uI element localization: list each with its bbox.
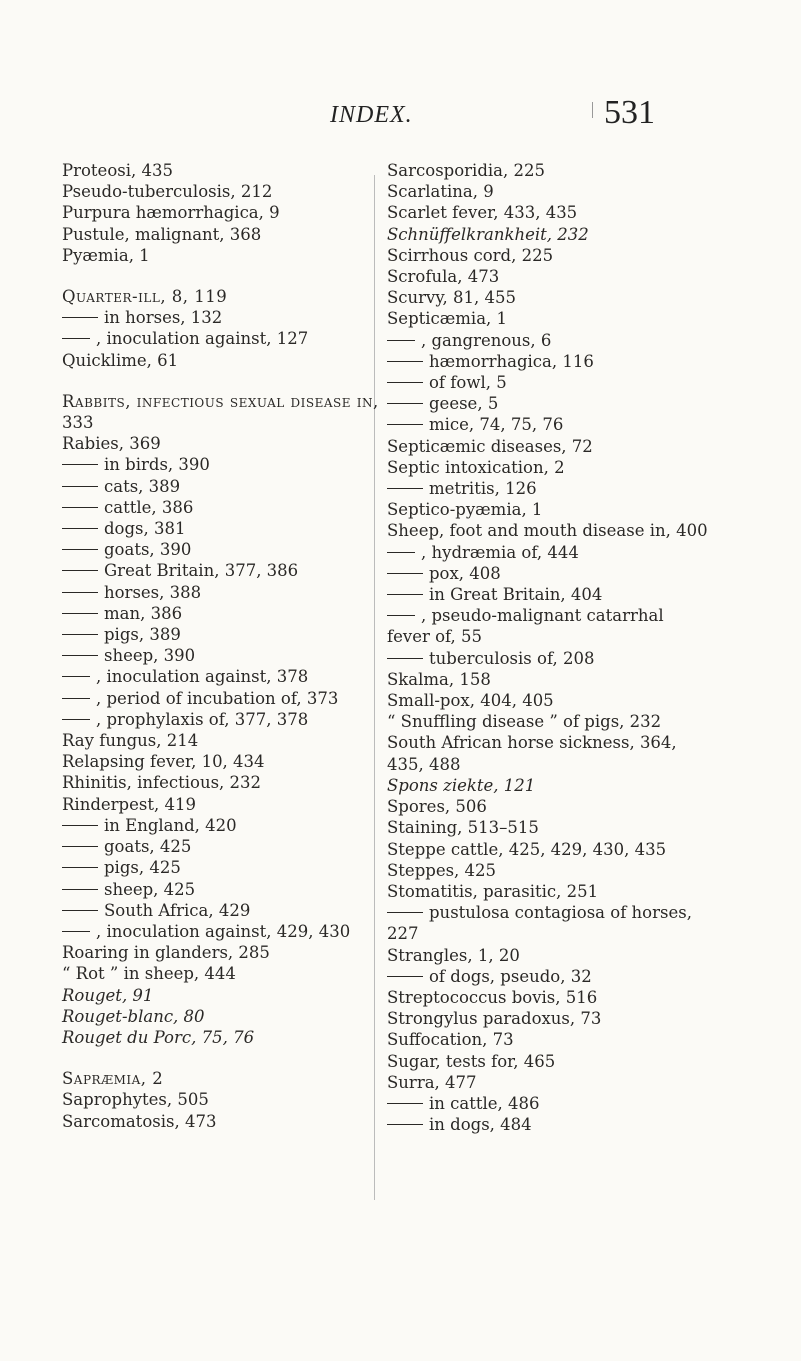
index-subentry bbox=[62, 900, 442, 921]
repeat-dash bbox=[387, 1103, 423, 1104]
entry-text: Small-pox, 404, 405 bbox=[387, 691, 554, 711]
entry-text: Septico-pyæmia, 1 bbox=[387, 500, 543, 520]
entry-text: “ Rot ” in sheep, 444 bbox=[62, 964, 236, 984]
index-subentry bbox=[62, 709, 442, 730]
entry-text: , prophylaxis of, 377, 378 bbox=[96, 709, 309, 729]
index-subentry bbox=[387, 648, 747, 669]
repeat-dash bbox=[62, 889, 98, 890]
index-entry bbox=[387, 669, 747, 690]
index-subentry bbox=[62, 307, 442, 328]
entry-text: cats, 389 bbox=[104, 476, 181, 496]
entry-text: mice, 74, 75, 76 bbox=[429, 415, 564, 435]
section-gap bbox=[62, 371, 442, 391]
index-subentry bbox=[387, 414, 747, 435]
repeat-dash bbox=[62, 719, 90, 720]
entry-text: Sheep, foot and mouth disease in, 400 bbox=[387, 521, 708, 541]
entry-text: South African horse sickness, 364, bbox=[387, 733, 677, 753]
index-entry bbox=[62, 433, 442, 454]
repeat-dash bbox=[62, 931, 90, 932]
index-entry bbox=[62, 1089, 442, 1110]
index-entry bbox=[387, 266, 747, 287]
repeat-dash bbox=[62, 592, 98, 593]
entry-text: Rinderpest, 419 bbox=[62, 794, 196, 814]
index-subentry bbox=[62, 815, 442, 836]
index-subentry bbox=[62, 603, 442, 624]
entry-text: Rabbits, infectious sexual disease in, bbox=[62, 391, 379, 411]
entry-text: cattle, 386 bbox=[104, 497, 194, 517]
repeat-dash bbox=[387, 424, 423, 425]
index-subentry bbox=[62, 921, 442, 942]
index-subentry bbox=[62, 624, 442, 645]
index-entry-continuation bbox=[62, 412, 442, 433]
entry-text: hæmorrhagica, 116 bbox=[429, 351, 594, 371]
entry-text: Suffocation, 73 bbox=[387, 1030, 514, 1050]
index-subentry bbox=[387, 605, 747, 626]
index-column-right bbox=[387, 160, 747, 1135]
repeat-dash bbox=[62, 825, 98, 826]
index-entry bbox=[387, 436, 747, 457]
entry-text: , gangrenous, 6 bbox=[421, 330, 552, 350]
entry-text: goats, 390 bbox=[104, 540, 192, 560]
entry-text: Scrofula, 473 bbox=[387, 267, 500, 287]
entry-text: Quarter-ill, 8, 119 bbox=[62, 287, 228, 307]
index-entry bbox=[387, 839, 747, 860]
index-subentry bbox=[62, 497, 442, 518]
index-entry bbox=[387, 1072, 747, 1093]
repeat-dash bbox=[62, 338, 90, 339]
entry-text: Skalma, 158 bbox=[387, 669, 491, 689]
index-subentry bbox=[387, 372, 747, 393]
repeat-dash bbox=[62, 867, 98, 868]
repeat-dash bbox=[387, 976, 423, 977]
entry-text: Streptococcus bovis, 516 bbox=[387, 987, 598, 1007]
entry-text: Purpura hæmorrhagica, 9 bbox=[62, 203, 280, 223]
index-subentry bbox=[62, 328, 442, 349]
repeat-dash bbox=[387, 573, 423, 574]
entry-text: man, 386 bbox=[104, 603, 183, 623]
index-entry bbox=[387, 817, 747, 838]
index-subentry bbox=[387, 393, 747, 414]
entry-text: “ Snuffling disease ” of pigs, 232 bbox=[387, 712, 662, 732]
index-entry bbox=[62, 224, 442, 245]
entry-text: sheep, 390 bbox=[104, 646, 196, 666]
repeat-dash bbox=[387, 594, 423, 595]
repeat-dash bbox=[387, 340, 415, 341]
entry-text: Sarcomatosis, 473 bbox=[62, 1111, 217, 1131]
repeat-dash bbox=[62, 528, 98, 529]
entry-text: Steppe cattle, 425, 429, 430, 435 bbox=[387, 839, 667, 859]
entry-text: Strangles, 1, 20 bbox=[387, 945, 520, 965]
section-gap bbox=[62, 266, 442, 286]
index-entry bbox=[62, 730, 442, 751]
index-entry bbox=[387, 732, 747, 753]
index-subentry bbox=[62, 476, 442, 497]
entry-text: Rouget, 91 bbox=[62, 985, 154, 1005]
index-entry bbox=[62, 202, 442, 223]
entry-text: sheep, 425 bbox=[104, 879, 196, 899]
entry-text: in dogs, 484 bbox=[429, 1115, 532, 1135]
repeat-dash bbox=[387, 488, 423, 489]
index-subentry bbox=[387, 584, 747, 605]
index-entry bbox=[62, 1027, 442, 1048]
repeat-dash bbox=[62, 464, 98, 465]
index-subentry bbox=[62, 539, 442, 560]
repeat-dash bbox=[62, 910, 98, 911]
index-subentry bbox=[387, 966, 747, 987]
index-entry bbox=[387, 202, 747, 223]
entry-text: Surra, 477 bbox=[387, 1072, 477, 1092]
index-entry bbox=[387, 796, 747, 817]
index-entry bbox=[387, 987, 747, 1008]
entry-text: Scarlatina, 9 bbox=[387, 182, 494, 202]
index-entry bbox=[62, 772, 442, 793]
entry-text: Spores, 506 bbox=[387, 797, 487, 817]
entry-text: Schnüffelkrankheit, 232 bbox=[387, 224, 589, 244]
index-subentry bbox=[387, 1114, 747, 1135]
entry-text: , hydræmia of, 444 bbox=[421, 542, 579, 562]
index-subentry bbox=[62, 857, 442, 878]
repeat-dash bbox=[387, 403, 423, 404]
index-subentry bbox=[62, 518, 442, 539]
index-entry bbox=[387, 499, 747, 520]
entry-text: Roaring in glanders, 285 bbox=[62, 943, 270, 963]
entry-text: 435, 488 bbox=[387, 754, 461, 774]
index-entry bbox=[62, 160, 442, 181]
index-entry bbox=[62, 286, 442, 307]
index-subentry bbox=[62, 454, 442, 475]
index-entry bbox=[387, 181, 747, 202]
index-subentry bbox=[62, 688, 442, 709]
entry-text: Septicæmic diseases, 72 bbox=[387, 436, 593, 456]
repeat-dash bbox=[62, 613, 98, 614]
index-subentry bbox=[387, 563, 747, 584]
index-entry-continuation bbox=[387, 754, 747, 775]
repeat-dash bbox=[62, 549, 98, 550]
section-gap bbox=[62, 1048, 442, 1068]
repeat-dash bbox=[62, 507, 98, 508]
entry-text: South Africa, 429 bbox=[104, 900, 251, 920]
entry-text: Pyæmia, 1 bbox=[62, 245, 150, 265]
entry-text: Rouget-blanc, 80 bbox=[62, 1006, 205, 1026]
index-entry bbox=[62, 1111, 442, 1132]
entry-text: Steppes, 425 bbox=[387, 860, 497, 880]
entry-text: in birds, 390 bbox=[104, 455, 210, 475]
index-entry bbox=[62, 181, 442, 202]
index-entry bbox=[62, 963, 442, 984]
entry-text: tuberculosis of, 208 bbox=[429, 648, 595, 668]
entry-text: of dogs, pseudo, 32 bbox=[429, 966, 592, 986]
index-entry bbox=[62, 245, 442, 266]
repeat-dash bbox=[387, 552, 415, 553]
index-entry bbox=[62, 1006, 442, 1027]
index-entry bbox=[62, 794, 442, 815]
index-subentry bbox=[387, 478, 747, 499]
index-entry bbox=[387, 457, 747, 478]
index-subentry bbox=[62, 582, 442, 603]
entry-text: of fowl, 5 bbox=[429, 373, 507, 393]
repeat-dash bbox=[387, 615, 415, 616]
entry-text: , pseudo-malignant catarrhal bbox=[421, 606, 664, 626]
index-subentry bbox=[387, 542, 747, 563]
entry-text: pigs, 389 bbox=[104, 625, 181, 645]
entry-text: Saprophytes, 505 bbox=[62, 1090, 209, 1110]
index-column-left bbox=[62, 160, 442, 1132]
entry-text: Staining, 513–515 bbox=[387, 818, 539, 838]
index-entry bbox=[387, 945, 747, 966]
entry-text: pigs, 425 bbox=[104, 858, 181, 878]
index-subentry bbox=[62, 879, 442, 900]
index-entry bbox=[387, 775, 747, 796]
repeat-dash bbox=[62, 317, 98, 318]
entry-text: in horses, 132 bbox=[104, 308, 223, 328]
index-entry bbox=[387, 245, 747, 266]
index-entry bbox=[387, 287, 747, 308]
entry-text: dogs, 381 bbox=[104, 519, 186, 539]
repeat-dash bbox=[387, 658, 423, 659]
entry-text: in cattle, 486 bbox=[429, 1093, 540, 1113]
index-entry bbox=[62, 985, 442, 1006]
index-entry bbox=[387, 1029, 747, 1050]
entry-text: Great Britain, 377, 386 bbox=[104, 561, 299, 581]
index-subentry bbox=[62, 666, 442, 687]
repeat-dash bbox=[387, 912, 423, 913]
entry-text: Rouget du Porc, 75, 76 bbox=[62, 1027, 255, 1047]
entry-text: Proteosi, 435 bbox=[62, 161, 173, 180]
entry-text: 227 bbox=[387, 924, 419, 944]
entry-text: Ray fungus, 214 bbox=[62, 731, 199, 751]
repeat-dash bbox=[62, 570, 98, 571]
entry-text: goats, 425 bbox=[104, 837, 192, 857]
index-subentry bbox=[387, 902, 747, 923]
repeat-dash bbox=[62, 634, 98, 635]
index-entry bbox=[387, 881, 747, 902]
index-entry bbox=[387, 160, 747, 181]
entry-text: Rhinitis, infectious, 232 bbox=[62, 773, 262, 793]
entry-text: Relapsing fever, 10, 434 bbox=[62, 752, 265, 772]
header-mark bbox=[592, 102, 593, 118]
entry-text: Sapræmia, 2 bbox=[62, 1069, 164, 1089]
entry-text: Scirrhous cord, 225 bbox=[387, 245, 554, 265]
repeat-dash bbox=[62, 655, 98, 656]
entry-text: , inoculation against, 127 bbox=[96, 329, 309, 349]
index-entry bbox=[387, 690, 747, 711]
index-subentry bbox=[387, 351, 747, 372]
entry-text: Septicæmia, 1 bbox=[387, 309, 508, 329]
index-entry bbox=[62, 1068, 442, 1089]
index-entry bbox=[387, 1008, 747, 1029]
index-entry bbox=[387, 711, 747, 732]
repeat-dash bbox=[387, 361, 423, 362]
repeat-dash bbox=[387, 382, 423, 383]
repeat-dash bbox=[62, 698, 90, 699]
entry-text: 333 bbox=[62, 413, 94, 433]
repeat-dash bbox=[62, 486, 98, 487]
entry-text: Pseudo-tuberculosis, 212 bbox=[62, 182, 273, 202]
entry-text: Rabies, 369 bbox=[62, 434, 161, 454]
entry-text: , period of incubation of, 373 bbox=[96, 688, 339, 708]
index-subentry bbox=[62, 645, 442, 666]
index-entry bbox=[387, 308, 747, 329]
entry-text: fever of, 55 bbox=[387, 627, 483, 647]
repeat-dash bbox=[62, 846, 98, 847]
entry-text: Stomatitis, parasitic, 251 bbox=[387, 881, 599, 901]
page-header bbox=[0, 94, 801, 140]
index-entry-continuation bbox=[387, 626, 747, 647]
entry-text: in Great Britain, 404 bbox=[429, 585, 603, 605]
index-entry bbox=[387, 860, 747, 881]
entry-text: Septic intoxication, 2 bbox=[387, 457, 565, 477]
entry-text: Pustule, malignant, 368 bbox=[62, 224, 262, 244]
entry-text: Scarlet fever, 433, 435 bbox=[387, 203, 578, 223]
page-number: 531 bbox=[604, 94, 655, 131]
index-subentry bbox=[387, 1093, 747, 1114]
index-entry bbox=[62, 942, 442, 963]
entry-text: pustulosa contagiosa of horses, bbox=[429, 903, 692, 923]
index-entry bbox=[62, 350, 442, 371]
entry-text: Sarcosporidia, 225 bbox=[387, 161, 545, 180]
index-subentry bbox=[387, 330, 747, 351]
entry-text: in England, 420 bbox=[104, 815, 237, 835]
repeat-dash bbox=[387, 1124, 423, 1125]
entry-text: Sugar, tests for, 465 bbox=[387, 1051, 556, 1071]
entry-text: Quicklime, 61 bbox=[62, 350, 179, 370]
running-title: INDEX. bbox=[330, 102, 413, 128]
index-entry bbox=[387, 520, 747, 541]
entry-text: pox, 408 bbox=[429, 563, 501, 583]
entry-text: geese, 5 bbox=[429, 394, 499, 414]
index-subentry bbox=[62, 560, 442, 581]
index-entry bbox=[62, 391, 442, 412]
entry-text: Scurvy, 81, 455 bbox=[387, 288, 516, 308]
entry-text: Spons ziekte, 121 bbox=[387, 775, 536, 795]
entry-text: metritis, 126 bbox=[429, 479, 537, 499]
index-entry bbox=[387, 224, 747, 245]
index-subentry bbox=[62, 836, 442, 857]
index-entry bbox=[62, 751, 442, 772]
entry-text: horses, 388 bbox=[104, 582, 202, 602]
entry-text: , inoculation against, 378 bbox=[96, 667, 309, 687]
index-entry bbox=[387, 1051, 747, 1072]
entry-text: , inoculation against, 429, 430 bbox=[96, 921, 351, 941]
entry-text: Strongylus paradoxus, 73 bbox=[387, 1009, 602, 1029]
index-entry-continuation bbox=[387, 923, 747, 944]
repeat-dash bbox=[62, 676, 90, 677]
